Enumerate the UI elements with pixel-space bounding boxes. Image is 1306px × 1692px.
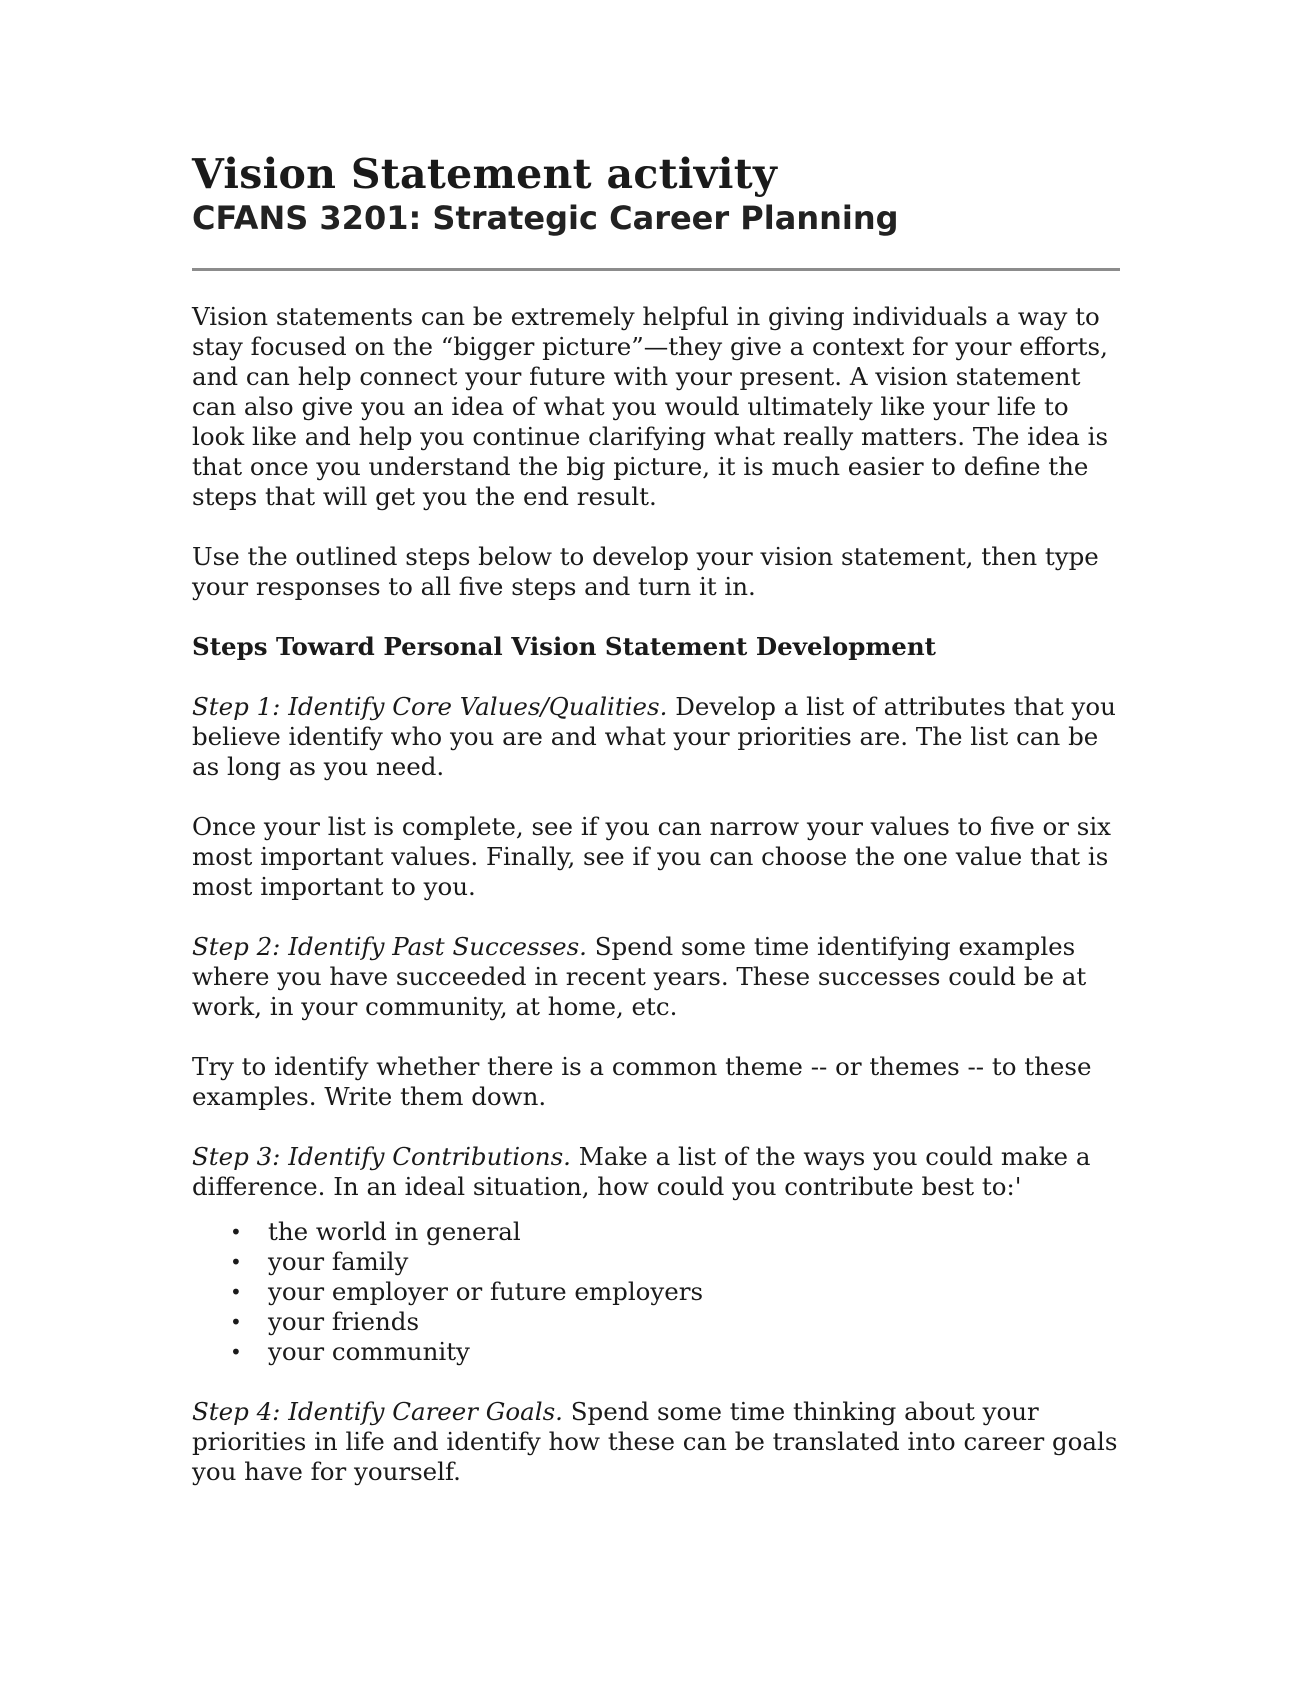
- list-item-text: your friends: [268, 1307, 420, 1336]
- intro-paragraph: Vision statements can be extremely helpful in giving individuals a way to stay focused on the “bigger picture”—they give a context for your efforts, and can help connect your future with your present. A vision statement can also give you an idea of what you would ultimately like your life to look like and help you continue clarifying what really matters. The idea is that once you understand the big picture, it is much easier to define the steps that will get you the end result.: [192, 302, 1109, 511]
- step-4-paragraph: [192, 1397, 1120, 1487]
- list-item-text: your community: [268, 1337, 470, 1366]
- step-2-text: Spend some time identifying examples where you have succeeded in recent years. These successes could be at work, in your community, at home, etc.: [192, 932, 1087, 1021]
- list-item: [230, 1307, 1120, 1337]
- step-3-label: Step 3: Identify Contributions.: [192, 1142, 571, 1171]
- list-item: [230, 1247, 1120, 1277]
- bullet-icon: •: [230, 1220, 242, 1244]
- document-page: [192, 150, 1120, 1487]
- document-title: Vision Statement activity: [192, 150, 778, 198]
- contribution-list: [192, 1217, 1120, 1367]
- list-item-text: your employer or future employers: [268, 1277, 704, 1306]
- instructions-paragraph: Use the outlined steps below to develop your vision statement, then type your responses to all five steps and turn it in.: [192, 542, 1099, 601]
- steps-heading: Steps Toward Personal Vision Statement Development: [192, 632, 936, 661]
- bullet-icon: •: [230, 1250, 242, 1274]
- bullet-icon: •: [230, 1340, 242, 1364]
- list-item: [230, 1277, 1120, 1307]
- step-4-label: Step 4: Identify Career Goals.: [192, 1397, 563, 1426]
- step-4-text: Spend some time thinking about your priorities in life and identify how these can be translated into career goals you have for yourself.: [192, 1397, 1118, 1486]
- bullet-icon: •: [230, 1310, 242, 1334]
- step-2-followup: Try to identify whether there is a common theme -- or themes -- to these examples. Write them down.: [192, 1052, 1092, 1111]
- step-3-paragraph: [192, 1142, 1120, 1202]
- list-item-text: the world in general: [268, 1217, 521, 1246]
- step-1-paragraph: [192, 692, 1120, 782]
- step-1-text: Develop a list of attributes that you believe identify who you are and what your priorities are. The list can be as long as you need.: [192, 692, 1116, 781]
- document-subtitle: CFANS 3201: Strategic Career Planning: [192, 199, 899, 237]
- step-2-label: Step 2: Identify Past Successes.: [192, 932, 587, 961]
- header-divider: [192, 268, 1120, 271]
- step-2-paragraph: [192, 932, 1120, 1022]
- step-1-label: Step 1: Identify Core Values/Qualities.: [192, 692, 668, 721]
- bullet-icon: •: [230, 1280, 242, 1304]
- list-item-text: your family: [268, 1247, 409, 1276]
- list-item: [230, 1217, 1120, 1247]
- step-1-followup: Once your list is complete, see if you can narrow your values to five or six most important values. Finally, see if you can choose the one value that is most important to you.: [192, 812, 1112, 901]
- list-item: [230, 1337, 1120, 1367]
- step-3-text: Make a list of the ways you could make a difference. In an ideal situation, how could you contribute best to:': [192, 1142, 1091, 1201]
